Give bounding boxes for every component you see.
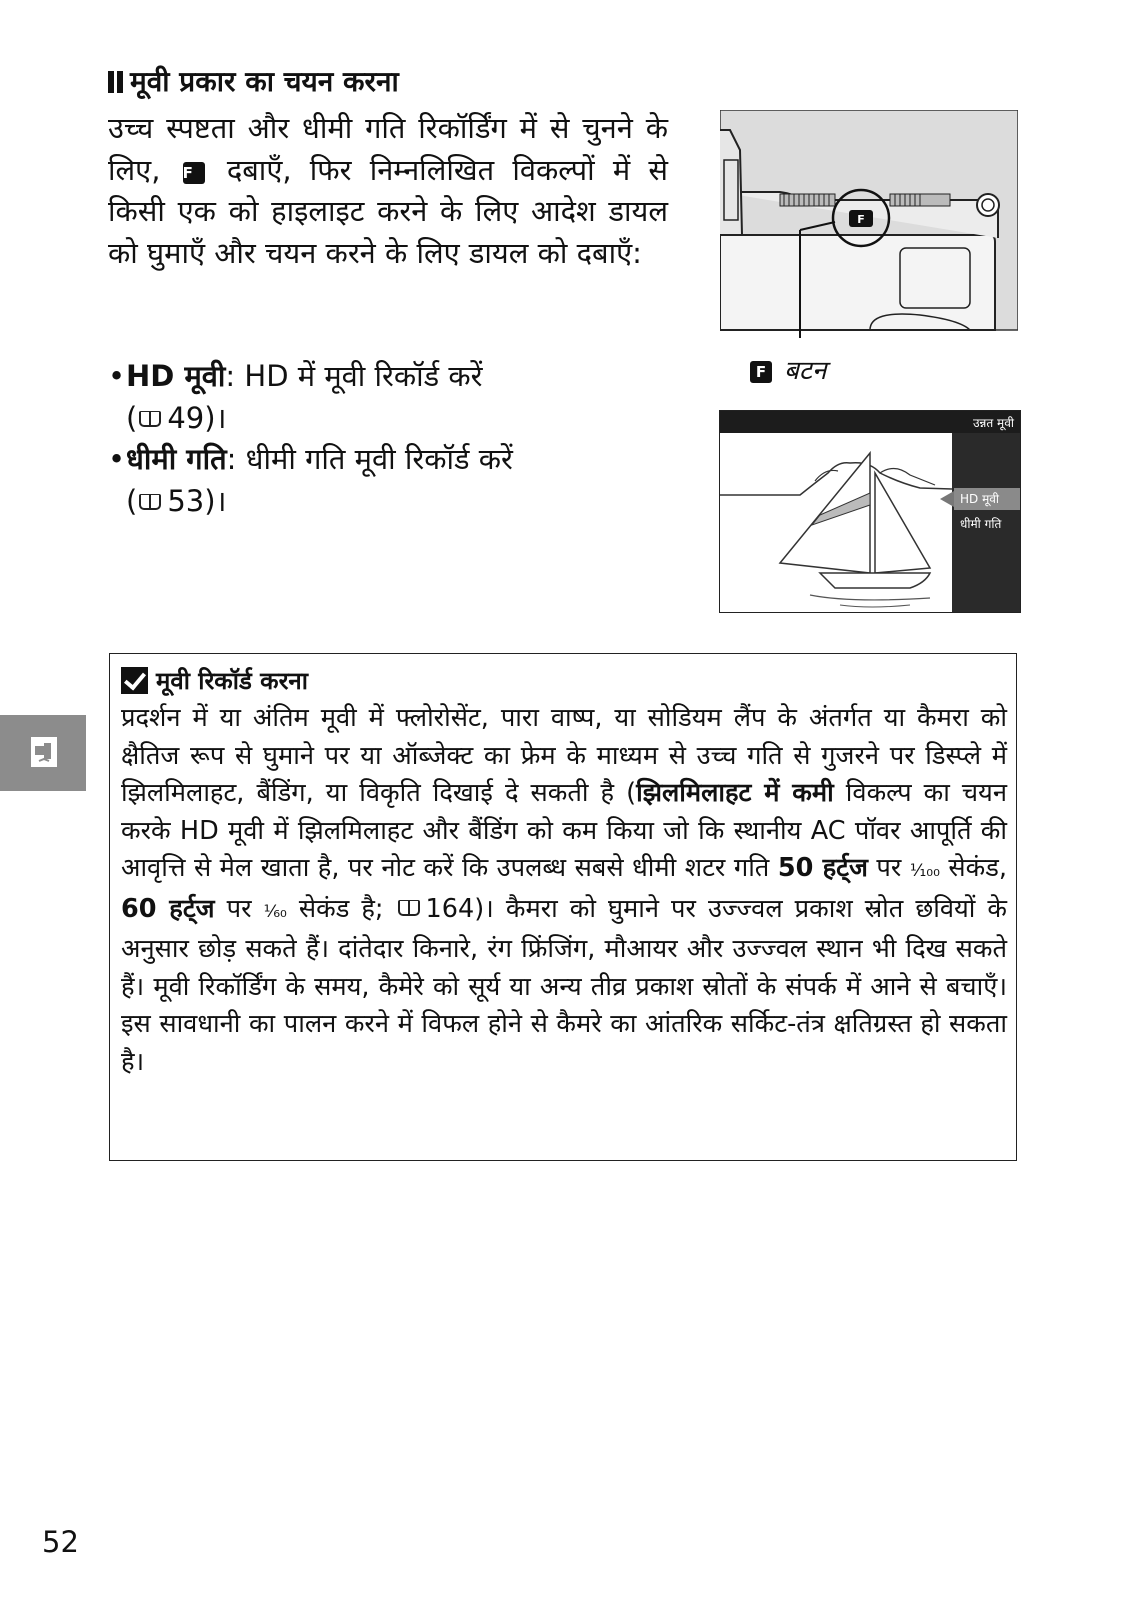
sailboat-scene-illustration <box>720 433 952 613</box>
caution-text: सेकंड, <box>939 853 1007 883</box>
caution-text: प्रदर्शन में या अंतिम मूवी में फ्लोरोसेंट, पारा वाष्प, या सोडियम लैंप के अंतर्गत या कैमरा को क्षैतिज रूप से घुमाने पर या ऑब्जेक्ट का फ्रेम के माध्यम से उच्च गति से गुजरने पर डिस्प्ले में झिलमिलाहट, बैंडिंग, या विकृति दिखाई दे सकती है ( <box>121 703 1007 808</box>
chapter-tab <box>0 715 86 791</box>
caution-box <box>109 653 1017 1161</box>
movie-type-options <box>108 356 668 522</box>
intro-paragraph <box>108 108 668 274</box>
caution-body <box>121 700 1007 1081</box>
check-icon <box>121 667 148 694</box>
caution-title <box>121 664 308 697</box>
f-button-icon: F <box>183 162 205 184</box>
caution-text: )। कैमरा को घुमाने पर उज्ज्वल प्रकाश स्रोत छवियों के अनुसार छोड़ सकते हैं। दांतेदार किनारे, रंग फ्रिंजिंग, मौआयर और उज्ज्वल स्थान भी दिख सकते हैं। मूवी रिकॉर्डिंग के समय, कैमेरे को सूर्य या अन्य तीव्र प्रकाश स्रोतों के संपर्क में आने से बचाएँ। इस सावधानी का पालन करने में विफल होने से कैमरे का आंतरिक सर्किट-तंत्र क्षतिग्रस्त हो सकता है। <box>121 893 1008 1077</box>
page-ref-book-icon <box>139 411 161 427</box>
page-ref: 49 <box>167 400 205 435</box>
ref-open: ( <box>126 483 138 518</box>
caption-text: बटन <box>784 356 827 386</box>
menu-title: उन्नत मूवी <box>972 416 1014 430</box>
option-desc: : धीमी गति मूवी रिकॉर्ड करें <box>226 442 513 476</box>
option-term: HD मूवी <box>126 359 226 393</box>
movie-menu-screen <box>719 410 1021 613</box>
section-heading-text: मूवी प्रकार का चयन करना <box>130 65 399 98</box>
hz60-term: 60 हर्ट्ज <box>121 893 215 924</box>
fraction-100: ¹⁄₁₀₀ <box>909 861 940 881</box>
page-ref-book-icon <box>398 900 420 916</box>
fraction-60: ¹⁄₆₀ <box>263 901 287 922</box>
caution-title-text: मूवी रिकॉर्ड करना <box>156 667 308 695</box>
hz50-term: 50 हर्ट्ज <box>777 853 868 883</box>
ref-close: )। <box>204 400 227 435</box>
intro-text-1: उच्च स्पष्टता और धीमी गति रिकॉर्डिंग में से चुनने के लिए, <box>108 111 668 187</box>
ref-close: )। <box>204 483 227 518</box>
page-ref: 164 <box>425 893 475 924</box>
page-ref: 53 <box>167 483 205 518</box>
caution-text: सेकंड है; <box>286 893 396 924</box>
section-heading <box>108 62 399 100</box>
menu-item-hd-movie[interactable]: HD मूवी <box>954 488 1021 510</box>
page-ref-book-icon <box>139 494 161 510</box>
caution-text: पर <box>214 893 264 924</box>
f-button-icon: F <box>750 361 772 383</box>
caution-text: पर <box>867 853 910 883</box>
page-number: 52 <box>42 1525 79 1559</box>
option-desc: : HD में मूवी रिकॉर्ड करें <box>225 359 483 393</box>
svg-text:F: F <box>857 213 865 226</box>
section-marker-icon <box>108 71 124 93</box>
movie-camera-icon <box>31 737 57 767</box>
camera-top-illustration <box>720 110 1018 338</box>
option-term: धीमी गति <box>126 442 227 476</box>
option-slow-motion <box>108 439 668 522</box>
flicker-reduction-term: झिलमिलाहट में कमी <box>636 778 834 808</box>
caution-text: विकल्प का चयन करके HD मूवी में झिलमिलाहट और बैंडिंग को कम किया जो कि स्थानीय AC पॉवर आपूर्ति की आवृत्ति से मेल खाता है, पर नोट करें कि उपलब्ध सबसे धीमी शटर गति <box>121 778 1007 883</box>
menu-item-slow-motion[interactable]: धीमी गति <box>960 517 1002 531</box>
menu-pointer-icon <box>940 491 954 507</box>
f-button-caption <box>750 351 826 387</box>
intro-text-2: दबाएँ, फिर निम्नलिखित विकल्पों में से किसी एक को हाइलाइट करने के लिए आदेश डायल को घुमाएँ और चयन करने के लिए डायल को दबाएँ: <box>108 152 668 270</box>
option-hd-movie <box>108 356 668 439</box>
ref-open: ( <box>126 400 138 435</box>
